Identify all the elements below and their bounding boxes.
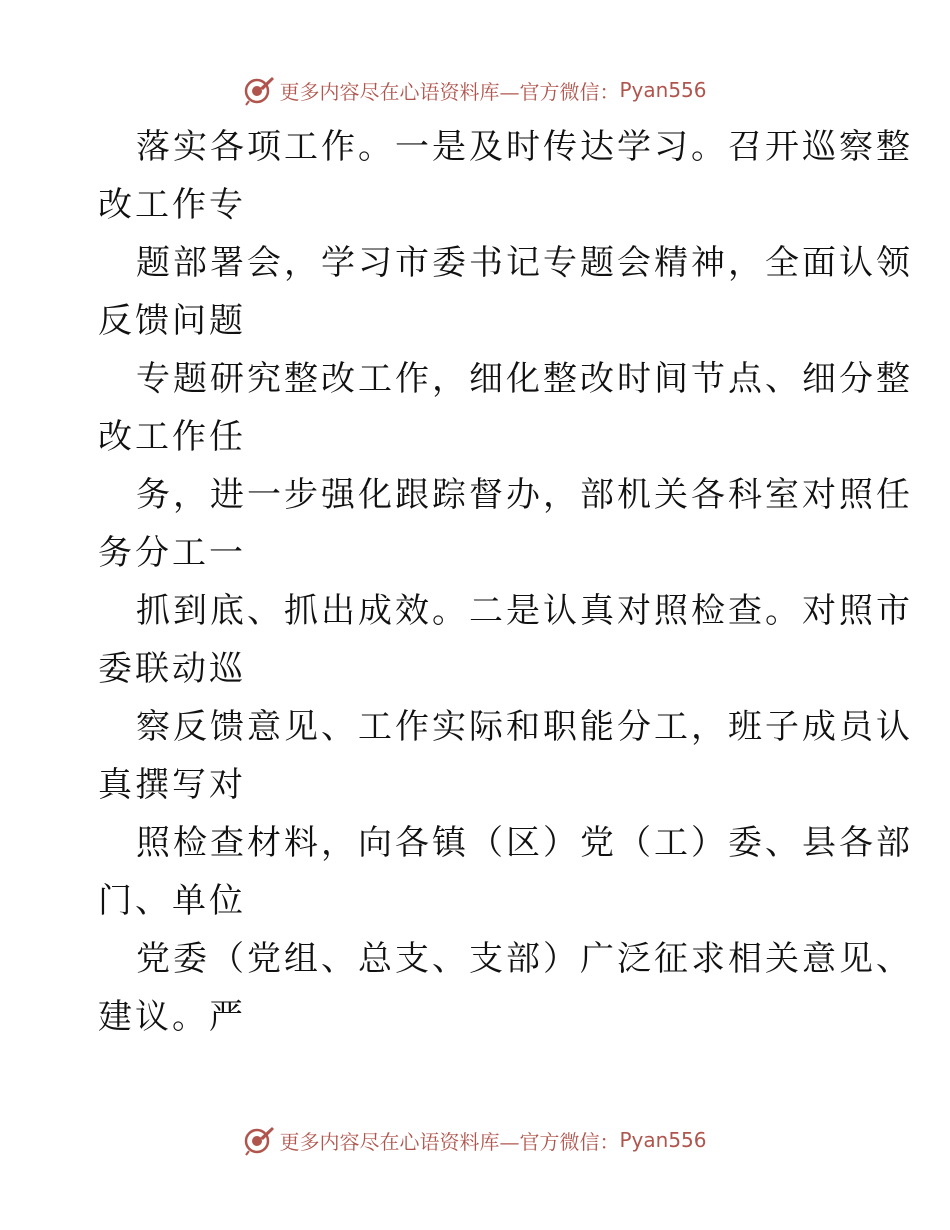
body-line: 察反馈意见、工作实际和职能分工，班子成员认 bbox=[136, 707, 913, 747]
body-line: 门、单位 bbox=[98, 881, 246, 921]
body-line: 落实各项工作。一是及时传达学习。召开巡察整 bbox=[136, 127, 913, 167]
footer-banner bbox=[0, 1120, 950, 1160]
header-wechat-id: Pyan556 bbox=[619, 78, 707, 102]
header-brand-text: 更多内容尽在心语资料库—官方微信： bbox=[279, 79, 620, 104]
body-line: 改工作专 bbox=[98, 185, 246, 225]
body-line: 改工作任 bbox=[98, 417, 246, 457]
body-line: 务分工一 bbox=[98, 533, 246, 573]
body-line: 务，进一步强化跟踪督办，部机关各科室对照任 bbox=[136, 475, 913, 515]
body-line: 党委（党组、总支、支部）广泛征求相关意见、 bbox=[136, 939, 913, 979]
header-banner bbox=[0, 70, 950, 110]
body-line: 建议。严 bbox=[98, 997, 246, 1037]
footer-brand-text: 更多内容尽在心语资料库—官方微信： bbox=[279, 1129, 620, 1154]
body-line: 题部署会，学习市委书记专题会精神，全面认领 bbox=[136, 243, 913, 283]
body-line: 委联动巡 bbox=[98, 649, 246, 689]
footer-wechat-id: Pyan556 bbox=[619, 1128, 707, 1152]
document-body bbox=[98, 118, 913, 1046]
body-line: 抓到底、抓出成效。二是认真对照检查。对照市 bbox=[136, 591, 913, 631]
body-line: 照检查材料，向各镇（区）党（工）委、县各部 bbox=[136, 823, 913, 863]
body-line: 专题研究整改工作，细化整改时间节点、细分整 bbox=[136, 359, 913, 399]
body-line: 反馈问题 bbox=[98, 301, 246, 341]
pen-seal-logo-icon bbox=[243, 74, 275, 106]
body-line: 真撰写对 bbox=[98, 765, 246, 805]
pen-seal-logo-icon bbox=[243, 1124, 275, 1156]
